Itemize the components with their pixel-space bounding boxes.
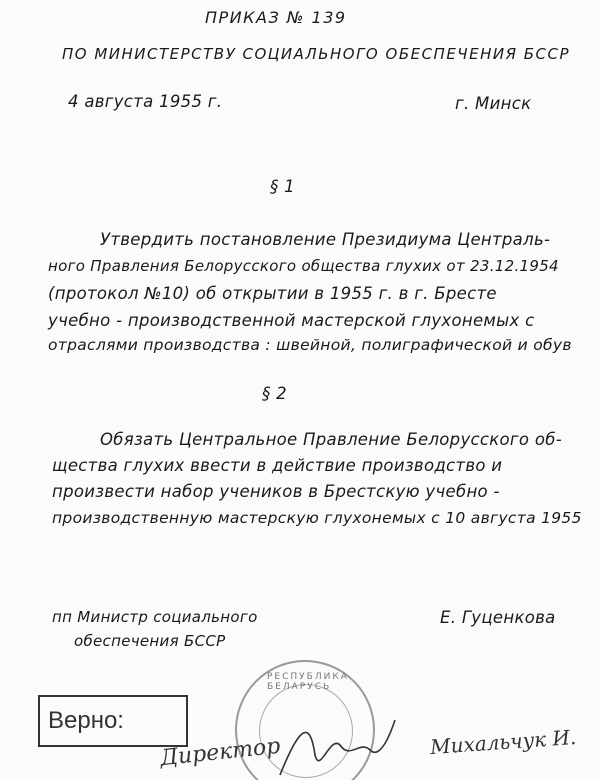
- signatory-position: пп Министр социального: [52, 608, 258, 626]
- section2-heading: § 2: [262, 384, 287, 403]
- section1-line: Утвердить постановление Президиума Централь-: [100, 230, 551, 249]
- seal-text: РЕСПУБЛИКА БЕЛАРУСЬ: [267, 672, 349, 692]
- order-subtitle: ПО МИНИСТЕРСТВУ СОЦИАЛЬНОГО ОБЕСПЕЧЕНИЯ БССР: [62, 45, 571, 63]
- section1-line: отраслями производства : швейной, полиграфической и обув: [48, 336, 572, 354]
- signatory-name: Е. Гуценкова: [440, 608, 556, 627]
- section2-line: произвести набор учеников в Брестскую учебно -: [52, 482, 500, 501]
- handwritten-signature: [270, 715, 400, 780]
- director-name: Михальчук И.: [429, 724, 577, 760]
- section2-line: производственную мастерскую глухонемых с 10 августа 1955: [52, 509, 582, 527]
- signatory-position: обеспечения БССР: [74, 632, 226, 650]
- order-date: 4 августа 1955 г.: [68, 92, 223, 111]
- section1-heading: § 1: [270, 177, 295, 196]
- section1-line: (протокол №10) об открытии в 1955 г. в г. Бресте: [48, 284, 497, 303]
- section2-line: Обязать Центральное Правление Белорусского об-: [100, 430, 562, 449]
- order-title: ПРИКАЗ № 139: [205, 8, 347, 27]
- section2-line: щества глухих ввести в действие производство и: [52, 456, 503, 475]
- section1-line: ного Правления Белорусского общества глухих от 23.12.1954: [48, 257, 559, 275]
- certification-box: [38, 695, 188, 747]
- certification-label: Верно:: [48, 707, 124, 734]
- order-place: г. Минск: [455, 94, 532, 113]
- director-label: Директор: [159, 733, 282, 772]
- section1-line: учебно - производственной мастерской глухонемых с: [48, 311, 535, 330]
